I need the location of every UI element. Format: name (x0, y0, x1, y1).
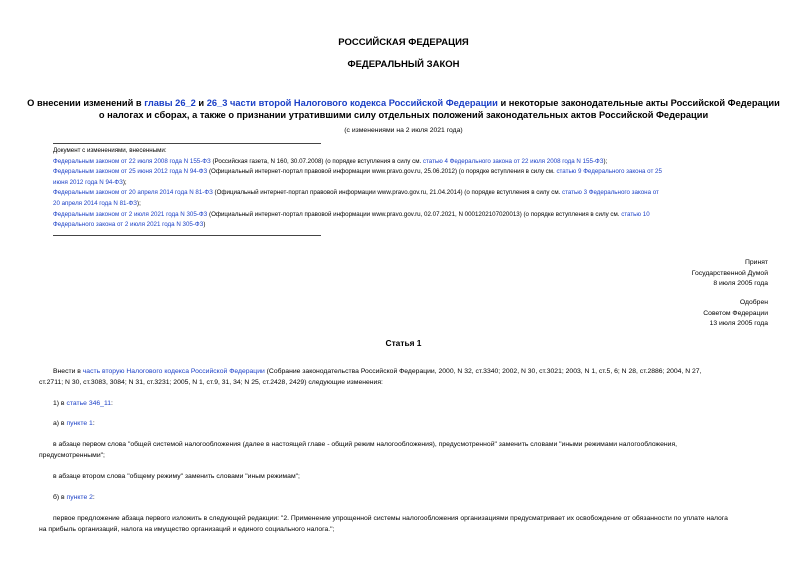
amendment-text: (Российская газета, N 160, 30.07.2008) (о порядке вступления в силу см. (210, 157, 423, 165)
amendment-text: (Официальный интернет-портал правовой информации www.pravo.gov.ru, 02.07.2021, N 0001202107020013) (о порядке вступления в силу см. (207, 210, 622, 218)
amendment-article-link[interactable]: статью 3 Федерального закона от (562, 189, 659, 197)
amendment-text: ); (137, 199, 141, 207)
point-2-link[interactable]: пункте 2 (66, 494, 93, 501)
paragraph-text: : (92, 494, 95, 501)
approved-block (703, 298, 768, 330)
title-text: и (195, 98, 207, 108)
top-divider (53, 143, 321, 144)
chapter-26-2-link[interactable]: главы 26_2 (144, 98, 196, 108)
paragraph-text: первое предложение абзаца первого изложить в следующей редакции: "2. Применение упрощенной системы налогообложения организациями предусматривает их освобождение от обязанности по уплате налога (53, 515, 728, 522)
paragraph-text: предусмотренными"; (39, 451, 105, 459)
amendment-article-link[interactable]: 20 апреля 2014 года N 81-ФЗ (53, 199, 138, 207)
item-b (39, 493, 768, 504)
adopted-block (692, 258, 768, 290)
law-title (0, 97, 807, 121)
item-a (39, 419, 768, 430)
amendment-text: (Официальный интернет-портал правовой информации www.pravo.gov.ru, 25.06.2012) (о порядке вступления в силу см. (207, 168, 557, 176)
amendment-law-link[interactable]: Федеральным законом от 2 июля 2021 года N 305-ФЗ (53, 210, 208, 218)
paragraph-text: : (111, 400, 113, 407)
adopted-body: Государственной Думой (691, 269, 768, 277)
amendment-item (53, 188, 770, 209)
approved-label: Одобрен (739, 299, 768, 306)
law-title-line-1 (0, 97, 807, 109)
tax-code-link[interactable]: часть вторую Налогового кодекса Российской Федерации (82, 368, 265, 375)
amendment-text: ); (603, 157, 608, 165)
amendment-article-link[interactable]: статью 9 Федерального закона от 25 (556, 168, 662, 176)
amendment-item (53, 210, 770, 231)
title-text: и некоторые законодательные акты Российской Федерации (497, 98, 780, 108)
item-paragraph-first (39, 440, 768, 461)
amendment-item (53, 167, 770, 188)
amendments-heading: Документ с изменениями, внесенными: (53, 147, 167, 154)
amendment-law-link[interactable]: Федеральным законом от 25 июня 2012 года N 94-ФЗ (53, 168, 208, 176)
paragraph-text: в абзаце первом слова "общей системой налогообложения (далее в настоящей главе - общий режим налогообложения), предусмотренной" заменить словами "иными режимами налогообложения, (53, 441, 678, 448)
amendment-article-link[interactable]: статью 10 (621, 210, 650, 218)
amendment-text: ); (122, 178, 127, 186)
item-first-sentence (39, 514, 768, 535)
paragraph-text: Внести в (53, 368, 83, 375)
amendment-article-link[interactable]: июня 2012 года N 94-ФЗ (53, 178, 123, 186)
approved-date: 13 июля 2005 года (709, 320, 768, 328)
amendment-law-link[interactable]: Федеральным законом от 20 апреля 2014 года N 81-ФЗ (53, 189, 213, 197)
adopted-label: Принят (744, 259, 768, 266)
paragraph-text: : (92, 420, 95, 427)
title-text: О внесении изменений в (27, 98, 145, 108)
adopted-date: 8 июля 2005 года (713, 280, 768, 288)
paragraph-text: 1) в (53, 400, 67, 407)
article-heading: Статья 1 (385, 338, 422, 348)
article-346-11-link[interactable]: статье 346_11 (66, 400, 112, 407)
article-intro (39, 367, 768, 388)
paragraph-text: в абзаце втором слова "общему режиму" заменить словами "иным режимам"; (53, 473, 300, 480)
item-paragraph-second (39, 472, 768, 483)
law-type-heading: ФЕДЕРАЛЬНЫЙ ЗАКОН (347, 59, 460, 70)
paragraph-text: а) в (53, 420, 67, 427)
amendments-block (53, 146, 770, 231)
amendment-item (53, 157, 770, 168)
paragraph-text: ст.2711; N 30, ст.3083, 3084; N 31, ст.3231; 2005, N 1, ст.9, 31, 34; N 25, ст.2428, 2429) следующие изменения: (39, 378, 383, 386)
law-title-line-2: о налогах и сборах, а также о признании утратившими силу отдельных положений законодательных актов Российской Федерации (98, 110, 709, 120)
amendment-text: ) (203, 221, 206, 229)
country-heading: РОССИЙСКАЯ ФЕДЕРАЦИЯ (338, 37, 469, 48)
amendment-text: (Официальный интернет-портал правовой информации www.pravo.gov.ru, 21.04.2014) (о порядке вступления в силу см. (212, 189, 563, 197)
approved-body: Советом Федерации (703, 309, 768, 317)
point-1-link[interactable]: пункте 1 (66, 420, 93, 427)
bottom-divider (53, 235, 321, 236)
amendment-article-link[interactable]: статью 4 Федерального закона от 22 июля 2008 года N 155-ФЗ (422, 157, 604, 165)
amendment-article-link[interactable]: Федерального закона от 2 июля 2021 года N 305-ФЗ (53, 221, 204, 229)
paragraph-text: (Собрание законодательства Российской Федерации, 2000, N 32, ст.3340; 2002, N 30, ст.3021; 2003, N 1, ст.5, 6; N 28, ст.2886; 2004, N 27, (264, 368, 702, 375)
paragraph-text: на прибыль организаций, налога на имущество организаций и единого социального налога."; (39, 525, 335, 533)
paragraph-text: б) в (53, 494, 67, 501)
item-1 (39, 399, 768, 410)
revision-note: (с изменениями на 2 июля 2021 года) (344, 127, 463, 134)
amendment-law-link[interactable]: Федеральным законом от 22 июля 2008 года N 155-ФЗ (53, 157, 211, 165)
tax-code-part-two-link[interactable]: 26_3 части второй Налогового кодекса Российской Федерации (206, 98, 498, 108)
